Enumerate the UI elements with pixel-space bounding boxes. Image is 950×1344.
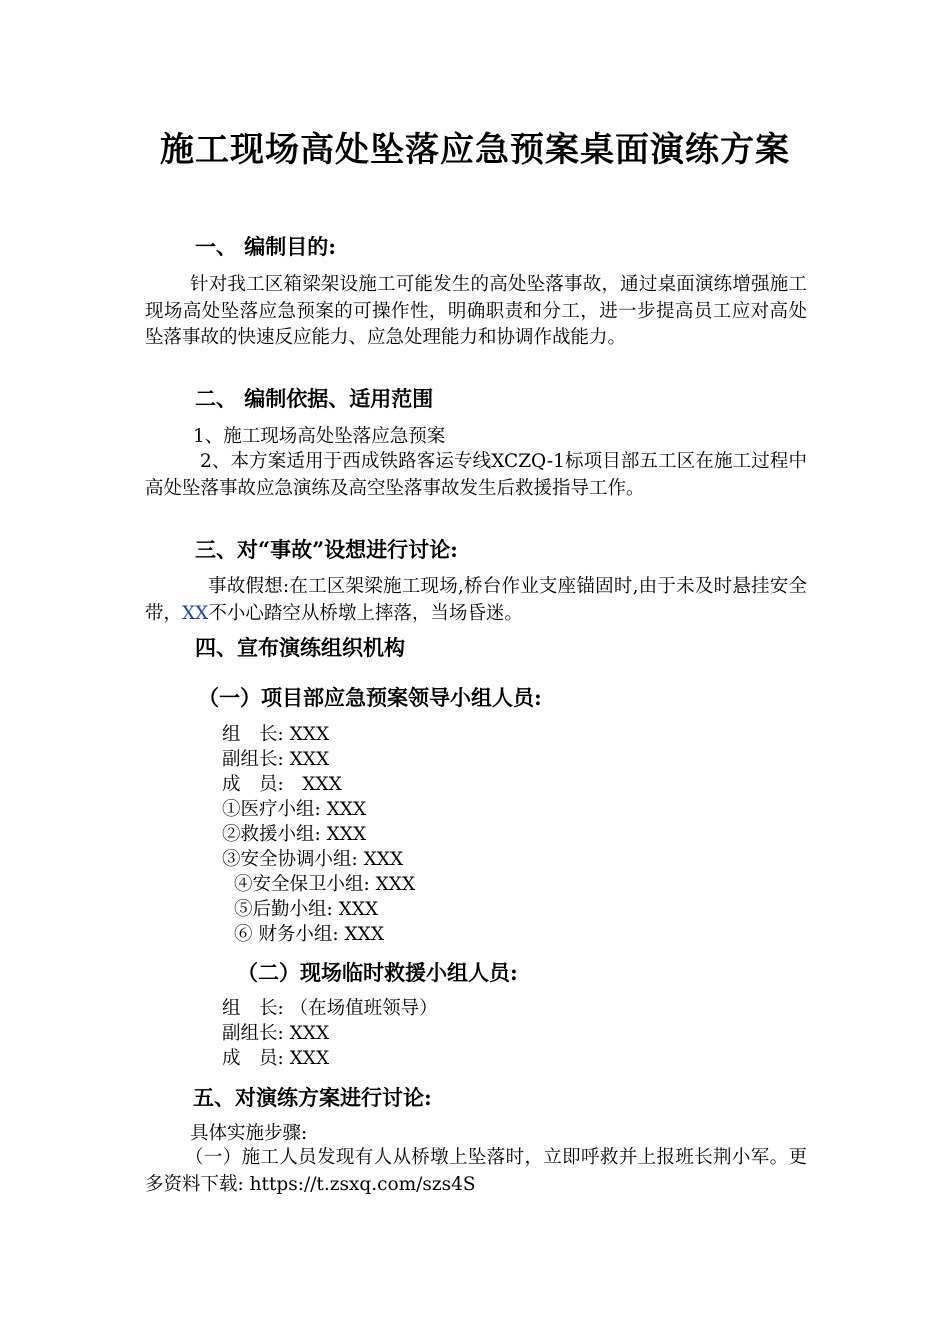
onsite-deputy-leader-line: 副组长: XXX [222,1023,330,1044]
subsection-heading-onsite-rescue-group: （二）现场临时救援小组人员: [237,960,518,985]
finance-group-line: ⑥ 财务小组: XXX [234,924,385,945]
scope-item-2: 2、本方案适用于西成铁路客运专线XCZQ-1标项目部五工区在施工过程中高处坠落事故应急演练及高空坠落事故发生后救援指导工作。 [145,451,807,499]
section-heading-purpose: 一、 编制目的: [195,234,337,259]
scenario-text-before: 事故假想:在工区架梁施工现场,桥台作业支座锚固时,由于未及时悬挂安全带， [145,576,807,624]
scenario-text-after: 不小心踏空从桥墩上摔落，当场昏迷。 [208,602,523,624]
leader-line: 组 长: XXX [222,724,330,745]
members-line: 成 员: XXX [222,774,342,795]
medical-group-line: ①医疗小组: XXX [222,799,367,820]
onsite-members-line: 成 员: XXX [222,1048,330,1069]
rescue-group-line: ②救援小组: XXX [222,824,367,845]
deputy-leader-line: 副组长: XXX [222,749,330,770]
purpose-paragraph: 针对我工区箱梁架设施工可能发生的高处坠落事故，通过桌面演练增强施工现场高处坠落应急预案的可操作性，明确职责和分工，进一步提高员工应对高处坠落事故的快速反应能力、应急处理能力和协调作战能力。 [145,274,807,348]
accident-scenario-paragraph [145,574,807,627]
onsite-leader-line: 组 长: （在场值班领导） [222,998,438,1019]
logistics-group-line: ⑤后勤小组: XXX [234,899,379,920]
document-title: 施工现场高处坠落应急预案桌面演练方案 [160,130,790,170]
security-group-line: ④安全保卫小组: XXX [234,874,416,895]
safety-coordination-group-line: ③安全协调小组: XXX [222,849,404,870]
section-heading-drill-discussion: 五、对演练方案进行讨论: [193,1085,432,1110]
section-heading-accident-scenario: 三、对“事故”设想进行讨论: [195,537,458,562]
section-heading-organization: 四、宣布演练组织机构 [195,635,405,660]
scenario-person-placeholder: XX [182,602,209,624]
subsection-heading-leadership-group: （一）项目部应急预案领导小组人员: [198,685,542,710]
basis-item-1: 1、施工现场高处坠落应急预案 [193,426,446,447]
implementation-steps-intro: 具体实施步骤: [190,1123,308,1144]
section-heading-basis-scope: 二、 编制依据、适用范围 [195,386,434,411]
implementation-step-1: （一）施工人员发现有人从桥墩上坠落时，立即呼救并上报班长荆小军。更多资料下载: https://t.zsxq.com/szs4S [145,1147,807,1195]
